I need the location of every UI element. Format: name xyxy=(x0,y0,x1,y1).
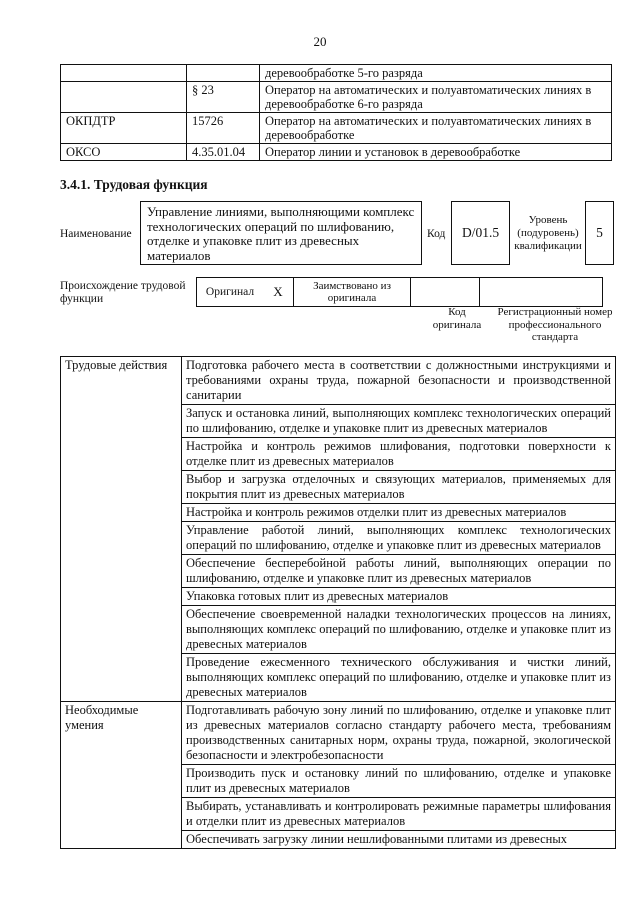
function-code: D/01.5 xyxy=(461,225,500,240)
name-label: Наименование xyxy=(60,228,132,240)
action-row-text: Управление работой линий, выполняющих комплекс технологических операций по шлифованию, отделке и упаковке плит из древесных материалов xyxy=(182,522,616,555)
level-label: Уровень (подуровень) квалификации xyxy=(514,214,582,252)
origin-original: Оригинал xyxy=(197,278,264,307)
level-box xyxy=(585,201,614,265)
classification-cell xyxy=(61,82,187,113)
action-row xyxy=(61,357,616,405)
action-row-text: Настройка и контроль режимов шлифования, подготовки поверхности к отделке плит из древесных материалов xyxy=(182,438,616,471)
skill-row xyxy=(61,702,616,765)
classification-row xyxy=(61,113,612,144)
classification-row xyxy=(61,65,612,82)
action-row-text: Обеспечение бесперебойной работы линий, выполняющих операции по шлифованию, отделке и упаковке плит из древесных материалов xyxy=(182,555,616,588)
skill-row-text: Обеспечивать загрузку линии нешлифованными плитами из древесных xyxy=(182,831,616,849)
function-name: Управление линиями, выполняющими комплекс технологических операций по шлифованию, отделке и упаковке плит из древесных материалов xyxy=(147,204,415,263)
action-row-text: Подготовка рабочего места в соответствии с должностными инструкциями и требованиями охраны труда, пожарной безопасности и производственной санитарии xyxy=(182,357,616,405)
skill-row-text: Подготавливать рабочую зону линий по шлифованию, отделке и упаковке плит из древесных материалов согласно стандарту рабочего места, требованиям производственных санитарных норм, охраны труда, пожарной, экологической безопасности и электробезопасности xyxy=(182,702,616,765)
action-row-text: Обеспечение своевременной наладки технологических процессов на линиях, выполняющих комплекс операций по шлифованию, отделке и упаковке плит из древесных материалов xyxy=(182,606,616,654)
classification-cell: ОКПДТР xyxy=(61,113,187,144)
origin-label: Происхождение трудовой функции xyxy=(60,280,186,305)
skill-row-text: Производить пуск и остановку линий по шлифованию, отделке и упаковке плит из древесных материалов xyxy=(182,765,616,798)
origin-borrowed: Заимствовано из оригинала xyxy=(294,278,411,307)
skill-row-text: Выбирать, устанавливать и контролировать режимные параметры шлифования и отделки плит из древесных материалов xyxy=(182,798,616,831)
page-number: 20 xyxy=(313,34,327,49)
skill-row-label: Необходимые умения xyxy=(61,702,182,849)
classification-cell: ОКСО xyxy=(61,144,187,161)
classification-row xyxy=(61,144,612,161)
classification-cell xyxy=(187,65,260,82)
function-name-box xyxy=(140,201,422,265)
action-row-text: Настройка и контроль режимов отделки плит из древесных материалов xyxy=(182,504,616,522)
origin-reg-cell xyxy=(480,278,603,307)
actions-skills-table xyxy=(60,356,616,849)
classification-row xyxy=(61,82,612,113)
classification-cell: 4.35.01.04 xyxy=(187,144,260,161)
classification-cell: § 23 xyxy=(187,82,260,113)
classification-cell: деревообработке 5-го разряда xyxy=(260,65,612,82)
action-row-text: Проведение ежесменного технического обслуживания и чистки линий, выполняющих комплекс операций по шлифованию, отделке и упаковке плит из древесных материалов xyxy=(182,654,616,702)
section-heading: 3.4.1. Трудовая функция xyxy=(60,177,208,192)
level-value: 5 xyxy=(596,225,603,240)
code-caption: Код оригинала xyxy=(432,306,482,331)
classification-cell: Оператор линии и установок в деревообработке xyxy=(260,144,612,161)
origin-code-cell xyxy=(411,278,480,307)
action-row-text: Выбор и загрузка отделочных и связующих материалов, применяемых для покрытия плит из древесных материалов xyxy=(182,471,616,504)
action-row-text: Упаковка готовых плит из древесных материалов xyxy=(182,588,616,606)
function-code-box xyxy=(451,201,510,265)
classification-cell: 15726 xyxy=(187,113,260,144)
classification-cell: Оператор на автоматических и полуавтоматических линиях в деревообработке xyxy=(260,113,612,144)
reg-caption: Регистрационный номер профессионального стандарта xyxy=(497,306,613,343)
action-row-text: Запуск и остановка линий, выполняющих комплекс технологических операций по шлифованию, отделке и упаковке плит из древесных материалов xyxy=(182,405,616,438)
origin-table xyxy=(196,277,603,307)
classification-cell: Оператор на автоматических и полуавтоматических линиях в деревообработке 6-го разряда xyxy=(260,82,612,113)
classification-table xyxy=(60,64,612,161)
origin-mark: X xyxy=(263,278,294,307)
action-row-label: Трудовые действия xyxy=(61,357,182,702)
code-label: Код xyxy=(427,228,446,240)
classification-cell xyxy=(61,65,187,82)
